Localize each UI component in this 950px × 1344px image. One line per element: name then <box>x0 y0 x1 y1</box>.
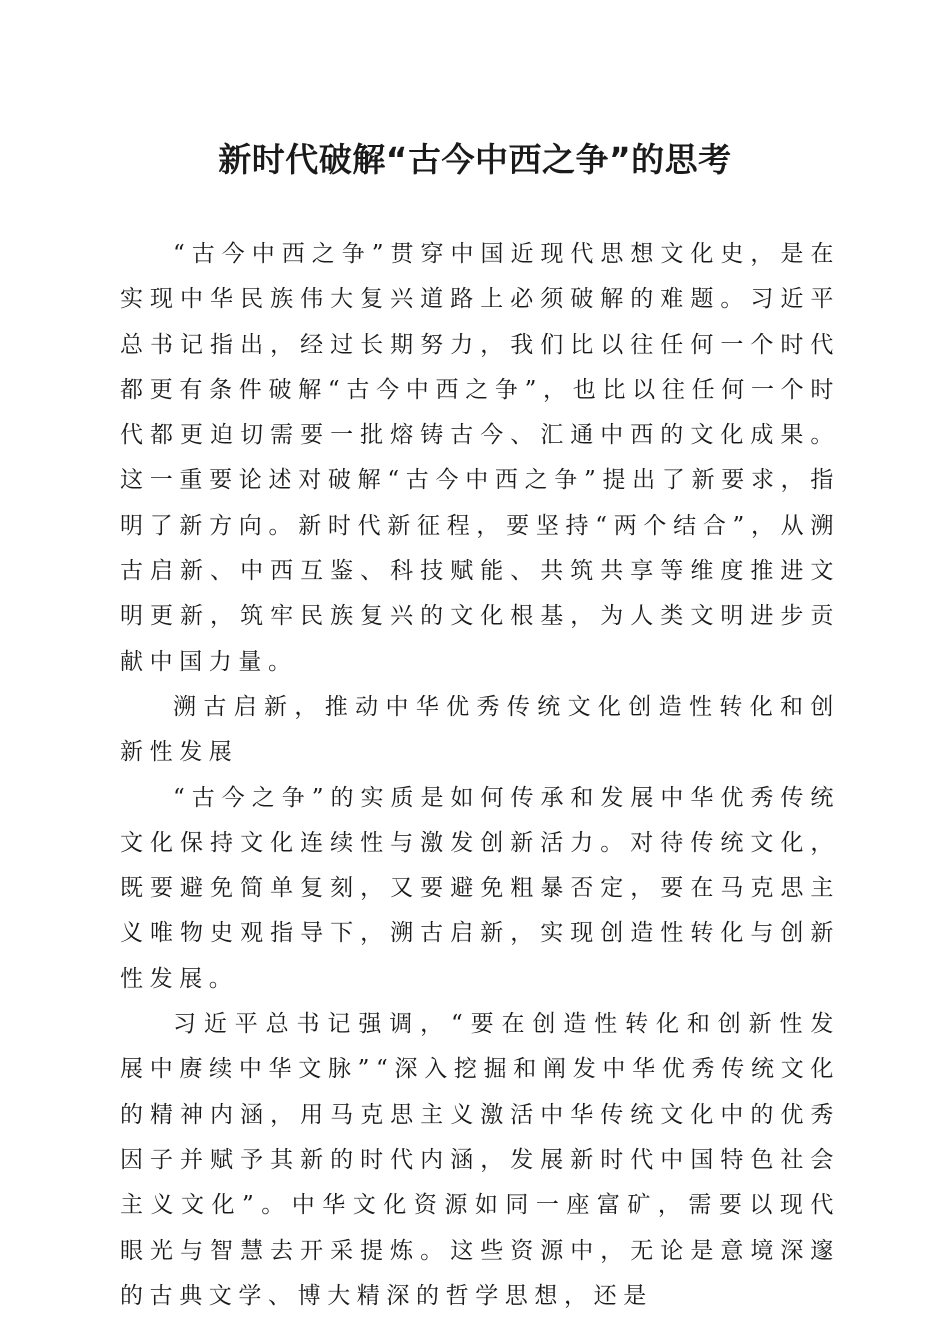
document-title: 新时代破解“古今中西之争”的思考 <box>218 140 732 179</box>
document-body <box>120 232 840 1319</box>
section-heading: 溯古启新，推动中华优秀传统文化创造性转化和创新性发展 <box>120 693 840 766</box>
body-paragraph: 习近平总书记强调，“要在创造性转化和创新性发展中赓续中华文脉”“深入挖掘和阐发中华优秀传统文化的精神内涵，用马克思主义激活中华传统文化中的优秀因子并赋予其新的时代内涵，发展新时代中国特色社会主义文化”。中华文化资源如同一座富矿，需要以现代眼光与智慧去开采提炼。这些资源中，无论是意境深邃的古典文学、博大精深的哲学思想，还是 <box>120 1011 840 1309</box>
body-paragraph: “古今中西之争”贯穿中国近现代思想文化史，是在实现中华民族伟大复兴道路上必须破解的难题。习近平总书记指出，经过长期努力，我们比以往任何一个时代都更有条件破解“古今中西之争”，也比以往任何一个时代都更迫切需要一批熔铸古今、汇通中西的文化成果。这一重要论述对破解“古今中西之争”提出了新要求，指明了新方向。新时代新征程，要坚持“两个结合”，从溯古启新、中西互鉴、科技赋能、共筑共享等维度推进文明更新，筑牢民族复兴的文化根基，为人类文明进步贡献中国力量。 <box>120 241 840 675</box>
body-paragraph: “古今之争”的实质是如何传承和发展中华优秀传统文化保持文化连续性与激发创新活力。对待传统文化，既要避免简单复刻，又要避免粗暴否定，要在马克思主义唯物史观指导下，溯古启新，实现创造性转化与创新性发展。 <box>120 784 840 992</box>
